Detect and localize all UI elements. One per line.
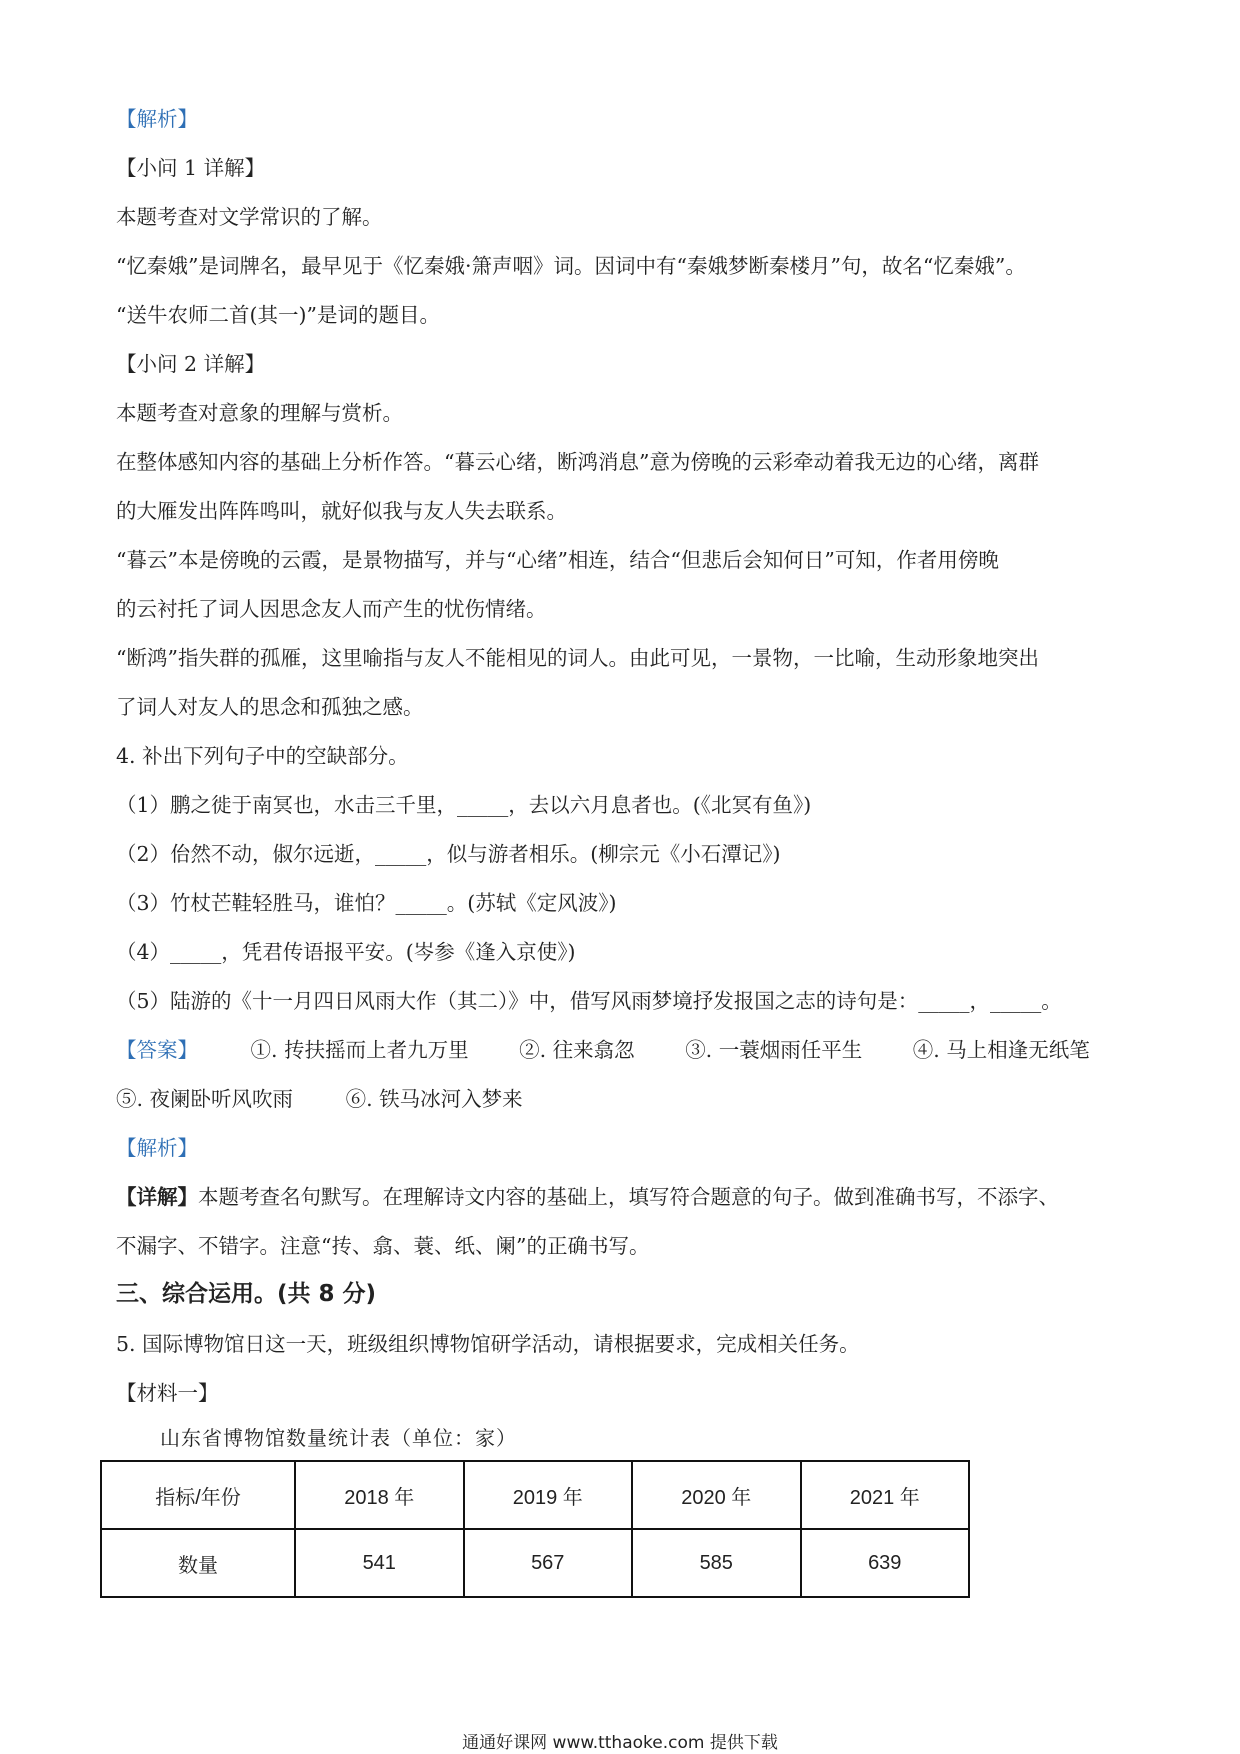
table-header-cell: 2019 年 — [464, 1461, 633, 1529]
paragraph: 了词人对友人的思念和孤独之感。 — [116, 695, 424, 719]
table-cell: 639 — [801, 1529, 970, 1597]
paragraph: “暮云”本是傍晚的云霞，是景物描写，并与“心绪”相连，结合“但悲后会知何日”可知，作者用傍晚 — [116, 548, 999, 572]
answer-label: 【答案】 — [116, 1038, 198, 1062]
paragraph: 在整体感知内容的基础上分析作答。“暮云心绪，断鸿消息”意为傍晚的云彩牵动着我无边的心绪，离群 — [116, 450, 1039, 474]
question-4-item-3: （3）竹杖芒鞋轻胜马，谁怕？_____。(苏轼《定风波》) — [116, 891, 617, 915]
material-label: 【材料一】 — [116, 1381, 219, 1405]
analysis-label: 【解析】 — [116, 1136, 198, 1160]
table-cell: 567 — [464, 1529, 633, 1597]
answer-item: ③. 一蓑烟雨任平生 — [685, 1038, 863, 1062]
answer-item: ④. 马上相逢无纸笔 — [912, 1038, 1090, 1062]
museum-count-table — [100, 1460, 970, 1598]
paragraph: “断鸿”指失群的孤雁，这里喻指与友人不能相见的词人。由此可见，一景物，一比喻，生动形象地突出 — [116, 646, 1039, 670]
answer-row-1 — [116, 1036, 1090, 1064]
table-header-cell: 2020 年 — [632, 1461, 801, 1529]
detail-paragraph — [116, 1183, 1059, 1211]
table-row — [101, 1529, 969, 1597]
paragraph: 本题考查对文学常识的了解。 — [116, 205, 383, 229]
detail-label: 【详解】 — [116, 1185, 198, 1209]
question-4: 4. 补出下列句子中的空缺部分。 — [116, 744, 409, 768]
answer-row-2 — [116, 1085, 523, 1113]
question-4-item-5: （5）陆游的《十一月四日风雨大作（其二）》中，借写风雨梦境抒发报国之志的诗句是：_____，_____。 — [116, 989, 1062, 1013]
table-header-cell: 2018 年 — [295, 1461, 464, 1529]
paragraph: 的云衬托了词人因思念友人而产生的忧伤情绪。 — [116, 597, 547, 621]
answer-item: ⑤. 夜阑卧听风吹雨 — [116, 1087, 294, 1111]
footer-source: 通通好课网 www.tthaoke.com 提供下载 — [462, 1733, 778, 1753]
section-heading: 三、综合运用。(共 8 分) — [116, 1281, 377, 1307]
answer-item: ②. 往来翕忽 — [519, 1038, 635, 1062]
question-4-item-2: （2）佁然不动，俶尔远逝，_____，似与游者相乐。(柳宗元《小石潭记》) — [116, 842, 781, 866]
table-caption: 山东省博物馆数量统计表（单位：家） — [160, 1426, 517, 1450]
analysis-label: 【解析】 — [116, 107, 198, 131]
answer-item: ⑥. 铁马冰河入梦来 — [345, 1087, 523, 1111]
detail-text: 本题考查名句默写。在理解诗文内容的基础上，填写符合题意的句子。做到准确书写，不添字、 — [198, 1185, 1059, 1209]
answer-item: ①. 抟扶摇而上者九万里 — [250, 1038, 469, 1062]
table-header-row — [101, 1461, 969, 1529]
question-5: 5. 国际博物馆日这一天，班级组织博物馆研学活动，请根据要求，完成相关任务。 — [116, 1332, 860, 1356]
table-cell: 585 — [632, 1529, 801, 1597]
paragraph: “忆秦娥”是词牌名，最早见于《忆秦娥·箫声咽》词。因词中有“秦娥梦断秦楼月”句，故名“忆秦娥”。 — [116, 254, 1026, 278]
paragraph: 不漏字、不错字。注意“抟、翕、蓑、纸、阑”的正确书写。 — [116, 1234, 650, 1258]
question-4-item-1: （1）鹏之徙于南冥也，水击三千里，_____，去以六月息者也。(《北冥有鱼》) — [116, 793, 812, 817]
question-4-item-4: （4）_____，凭君传语报平安。(岑参《逢入京使》) — [116, 940, 576, 964]
subquestion-2-heading: 【小问 2 详解】 — [116, 352, 266, 376]
subquestion-1-heading: 【小问 1 详解】 — [116, 156, 266, 180]
paragraph: “送牛农师二首(其一)”是词的题目。 — [116, 303, 440, 327]
table-header-cell: 2021 年 — [801, 1461, 970, 1529]
paragraph: 本题考查对意象的理解与赏析。 — [116, 401, 403, 425]
table-cell: 数量 — [101, 1529, 295, 1597]
paragraph: 的大雁发出阵阵鸣叫，就好似我与友人失去联系。 — [116, 499, 567, 523]
table-header-cell: 指标/年份 — [101, 1461, 295, 1529]
table-cell: 541 — [295, 1529, 464, 1597]
